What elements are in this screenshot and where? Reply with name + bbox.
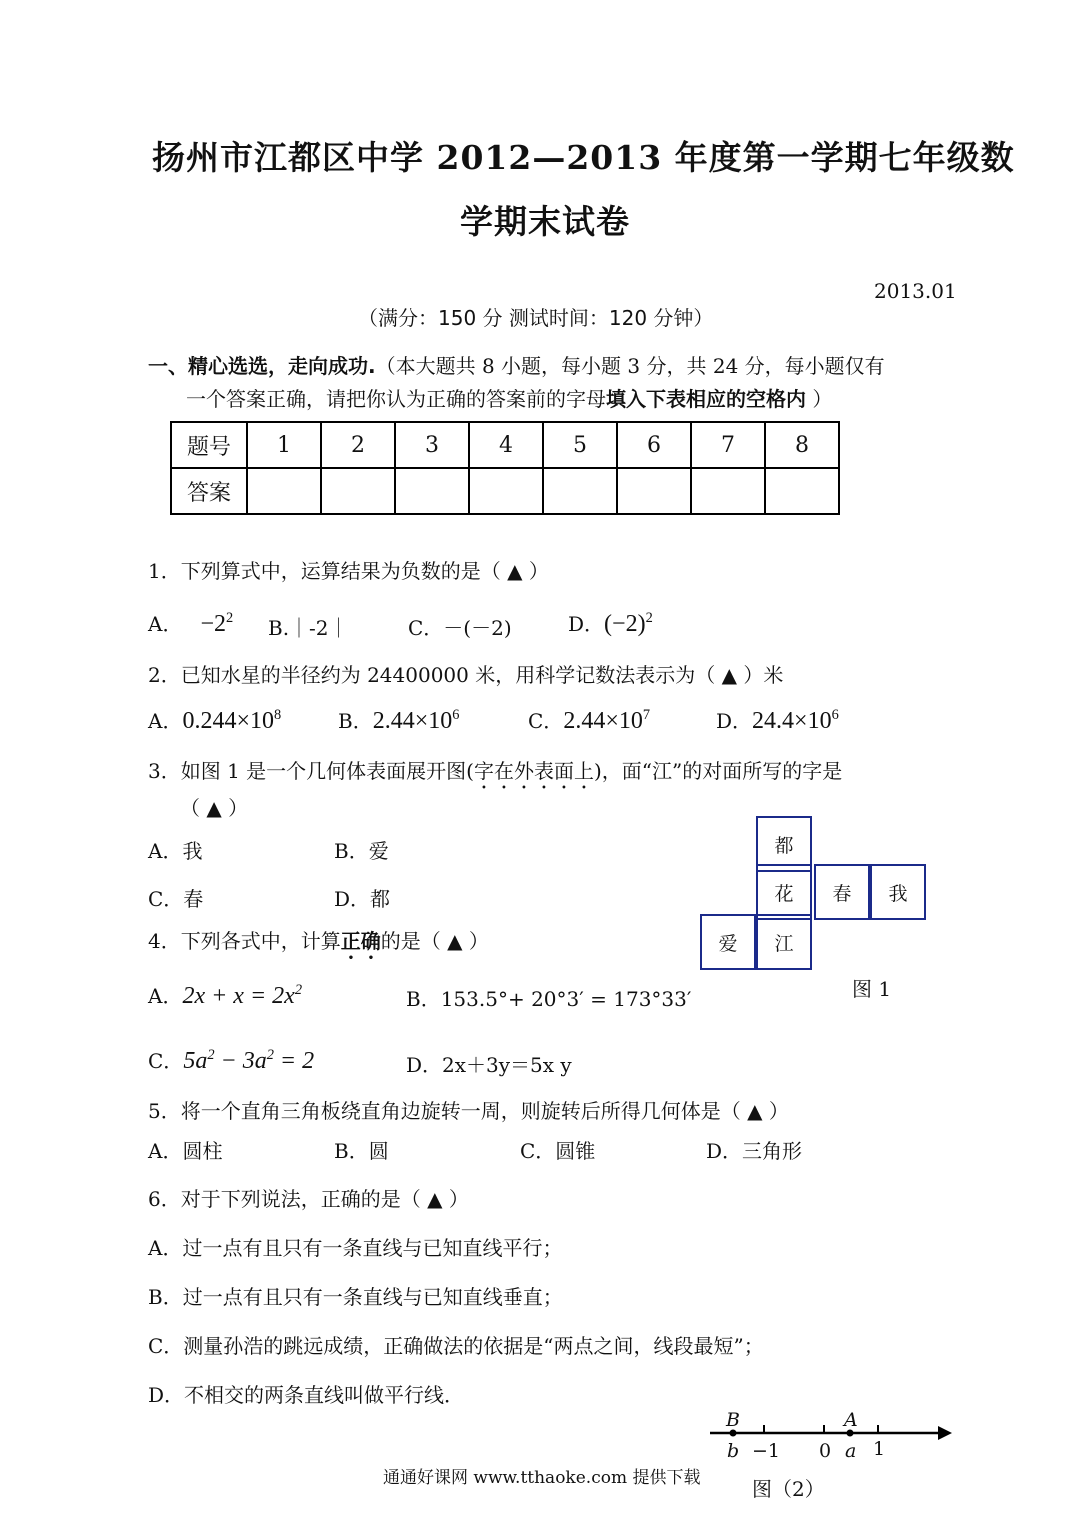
q4-option-a <box>148 980 302 1010</box>
question-number: 7 <box>691 422 765 468</box>
expr: −2 <box>200 611 226 637</box>
score-info: （满分：150 分 测试时间：120 分钟） <box>358 306 714 330</box>
section1-heading <box>148 350 885 379</box>
expr: 2x + x = 2x <box>182 983 295 1009</box>
exponent: 8 <box>274 707 282 723</box>
exponent: 2 <box>207 1047 215 1063</box>
net-cell: 都 <box>756 816 812 872</box>
question-number: 8 <box>765 422 839 468</box>
exponent: 6 <box>452 707 460 723</box>
q6-option-a: A．过一点有且只有一条直线与已知直线平行； <box>148 1236 563 1260</box>
page-title-line2: 学期末试卷 <box>460 202 630 241</box>
q5-option-d: D．三角形 <box>706 1139 803 1163</box>
arrow-icon <box>938 1426 952 1440</box>
q3-stem-line2: （ ▲ ） <box>180 796 249 820</box>
stem-part: 3．如图 1 是一个几何体表面展开图( <box>148 759 474 783</box>
section1-intro2a: 一个答案正确，请把你认为正确的答案前的字母 <box>186 387 606 411</box>
expr: 2.44×10 <box>372 708 453 734</box>
figure1-caption: 图 1 <box>852 977 892 1001</box>
option-label: B． <box>338 709 373 733</box>
answer-cell[interactable] <box>247 468 321 514</box>
q1-a-expr <box>200 611 233 637</box>
answer-cell[interactable] <box>765 468 839 514</box>
question-number: 1 <box>247 422 321 468</box>
expr: 24.4×10 <box>752 708 832 734</box>
stem-part: )，面“江”的对面所写的字是 <box>593 759 843 783</box>
section1-intro2c: ） <box>806 387 833 411</box>
q1-stem: 1．下列算式中，运算结果为负数的是（ ▲ ） <box>148 559 549 583</box>
q2-c-expr <box>563 708 650 734</box>
q4-c-expr <box>183 1048 314 1074</box>
answer-cell[interactable] <box>617 468 691 514</box>
exponent: 2 <box>645 610 653 626</box>
expr: 5a <box>183 1048 208 1074</box>
net-cell: 春 <box>814 864 870 920</box>
option-label: C． <box>148 1049 184 1073</box>
fig2-label-1: 1 <box>873 1438 886 1460</box>
q6-option-b: B．过一点有且只有一条直线与已知直线垂直； <box>148 1285 563 1309</box>
question-number: 4 <box>469 422 543 468</box>
q5-stem: 5．将一个直角三角板绕直角边旋转一周，则旋转后所得几何体是（ ▲ ） <box>148 1099 789 1123</box>
page-title-line1: 扬州市江都区中学 2012—2013 年度第一学期七年级数 <box>152 138 1015 177</box>
q6-stem: 6．对于下列说法，正确的是（ ▲ ） <box>148 1187 469 1211</box>
exam-date: 2013.01 <box>874 279 957 303</box>
exponent: 6 <box>831 707 839 723</box>
stem-emphasis: 正确 <box>340 929 381 953</box>
net-cell: 江 <box>756 914 812 970</box>
q1-option-a <box>148 608 233 638</box>
stem-part: 4．下列各式中，计算 <box>148 929 341 953</box>
option-label: C． <box>528 709 564 733</box>
net-cell: 爱 <box>700 914 756 970</box>
option-label: B． <box>406 987 441 1011</box>
expr: (−2) <box>604 611 646 637</box>
q2-option-d <box>716 705 839 735</box>
option-label: A． <box>148 612 183 636</box>
q1-option-b: B.｜-2｜ <box>268 616 349 640</box>
q4-a-expr <box>182 983 302 1009</box>
q3-stem <box>148 755 842 794</box>
option-label: D． <box>716 709 753 733</box>
question-number: 3 <box>395 422 469 468</box>
fig2-label-A: A <box>844 1409 858 1431</box>
option-label: A． <box>148 709 183 733</box>
q5-option-a: A．圆柱 <box>148 1139 223 1163</box>
answer-cell[interactable] <box>395 468 469 514</box>
table-row-answers <box>171 468 839 514</box>
table-row-numbers <box>171 422 839 468</box>
question-number: 2 <box>321 422 395 468</box>
answer-cell[interactable] <box>321 468 395 514</box>
q5-option-c: C．圆锥 <box>520 1139 596 1163</box>
q4-option-d: D．2x＋3y＝5x y <box>406 1053 572 1077</box>
question-number: 6 <box>617 422 691 468</box>
expr: 2.44×10 <box>563 708 643 734</box>
stem-emphasis: 字在外表面上 <box>473 759 594 783</box>
q3-option-c: C．春 <box>148 887 204 911</box>
q5-option-b: B．圆 <box>334 1139 389 1163</box>
q1-option-d <box>568 608 653 638</box>
q4-stem <box>148 925 489 964</box>
q2-option-a <box>148 705 281 735</box>
stem-part: 的是（ ▲ ） <box>380 929 489 953</box>
question-number: 5 <box>543 422 617 468</box>
section1-intro-line2 <box>186 383 832 412</box>
q4-option-c <box>148 1045 314 1075</box>
q2-b-expr <box>373 708 460 734</box>
answer-cell[interactable] <box>543 468 617 514</box>
answer-cell[interactable] <box>691 468 765 514</box>
q6-option-c: C．测量孙浩的跳远成绩，正确做法的依据是“两点之间，线段最短”； <box>148 1334 764 1358</box>
exponent: 2 <box>294 982 303 998</box>
net-cell: 我 <box>870 864 926 920</box>
section1-intro2b: 填入下表相应的空格内 <box>606 387 806 411</box>
fig2-label-B: B <box>726 1409 740 1431</box>
expr: 0.244×10 <box>182 708 274 734</box>
q3-option-b: B．爱 <box>334 839 389 863</box>
fig2-label-a: a <box>845 1440 857 1462</box>
table-header-answer: 答案 <box>171 468 247 514</box>
q4-option-b <box>406 983 691 1012</box>
fig2-label-0: 0 <box>819 1440 832 1462</box>
q3-option-a: A．我 <box>148 839 203 863</box>
q2-stem: 2．已知水星的半径约为 24400000 米，用科学记数法表示为（ ▲ ）米 <box>148 663 784 687</box>
answer-table <box>170 421 840 515</box>
exponent: 2 <box>226 610 234 626</box>
answer-cell[interactable] <box>469 468 543 514</box>
expr: − 3a <box>214 1048 267 1074</box>
fig2-label-b: b <box>727 1440 740 1462</box>
page-footer: 通通好课网 www.tthaoke.com 提供下载 <box>383 1468 701 1488</box>
q6-option-d: D．不相交的两条直线叫做平行线． <box>148 1383 465 1407</box>
q1-d-expr <box>604 611 653 637</box>
q2-a-expr <box>182 708 281 734</box>
figure2-caption: 图（2） <box>752 1477 825 1501</box>
section1-title: 一、精心选选，走向成功. <box>148 354 376 378</box>
q2-d-expr <box>752 708 839 734</box>
option-label: A． <box>148 984 183 1008</box>
expr: = 2 <box>273 1048 315 1074</box>
exponent: 7 <box>642 707 651 723</box>
option-label: D． <box>568 612 605 636</box>
q4-b-expr: 153.5°+ 20°3′ = 173°33′ <box>440 987 692 1011</box>
q1-option-c: C．－(－2) <box>408 616 512 640</box>
table-header-number: 题号 <box>171 422 247 468</box>
q3-option-d: D．都 <box>334 887 391 911</box>
section1-intro: （本大题共 8 小题，每小题 3 分，共 24 分，每小题仅有 <box>375 354 885 378</box>
net-cell: 花 <box>756 864 812 920</box>
q2-option-b <box>338 705 459 735</box>
q2-option-c <box>528 705 650 735</box>
exponent: 2 <box>266 1047 274 1063</box>
fig2-label-minus1: −1 <box>752 1440 781 1462</box>
